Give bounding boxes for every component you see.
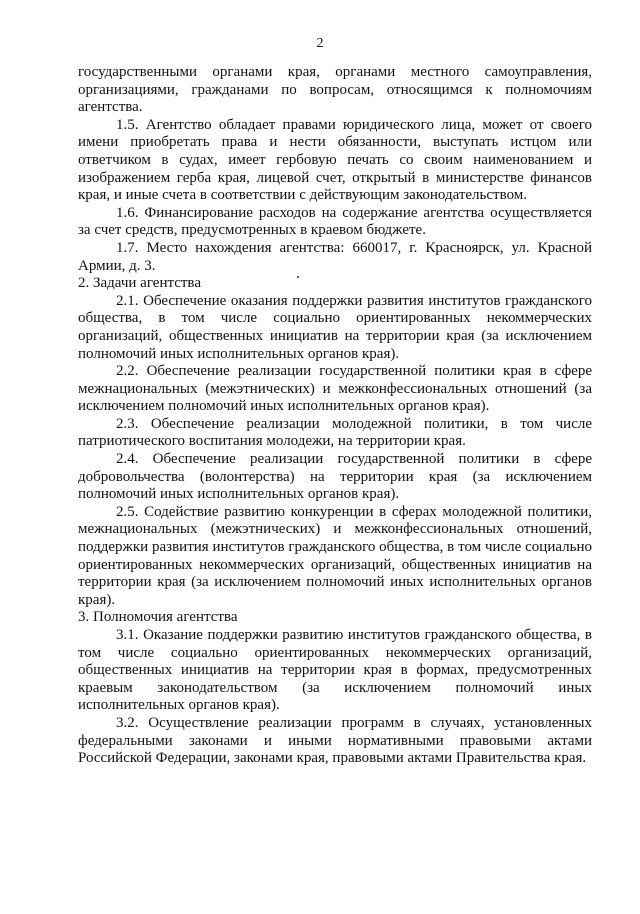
paragraph-2-2: 2.2. Обеспечение реализации государственной политики края в сфере межнациональных (межэтнических) и межконфессиональных отношений (за исключением полномочий иных исполнительных органов края).: [78, 363, 592, 415]
paragraph-1-6: 1.6. Финансирование расходов на содержание агентства осуществляется за счет средств, предусмотренных в краевом бюджете.: [78, 204, 592, 239]
section-heading-powers: 3. Полномочия агентства: [78, 609, 238, 626]
paragraph-3-2: 3.2. Осуществление реализации программ в случаях, установленных федеральными законами и иными нормативными правовыми актами Российской Федерации, законами края, правовыми актами Правительства края.: [78, 714, 592, 767]
document-body: [78, 64, 592, 768]
page-number: 2: [316, 36, 324, 51]
paragraph-1-7: 1.7. Место нахождения агентства: 660017, г. Красноярск, ул. Красной Армии, д. 3.: [78, 239, 592, 274]
paragraph-2-5: 2.5. Содействие развитию конкуренции в сферах молодежной политики, межнациональных (межэтнических) и межконфессиональных отношений, поддержки развития институтов гражданского общества, в том числе социально ориентированных некоммерческих организаций, общественных инициатив на территории края (за исключением полномочий иных исполнительных органов края).: [78, 503, 592, 608]
paragraph-1-5: 1.5. Агентство обладает правами юридического лица, может от своего имени приобретать права и нести обязанности, выступать истцом или ответчиком в судах, имеет гербовую печать со своим наименованием и изображением герба края, лицевой счет, открытый в министерстве финансов края, и иные счета в соответствии с действующим законодательством.: [78, 116, 592, 204]
section-heading-tasks: 2. Задачи агентства: [78, 275, 201, 292]
paragraph-3-1: 3.1. Оказание поддержки развитию институтов гражданского общества, в том числе социально ориентированных некоммерческих организаций, общественных инициатив на территории края в формах, предусмотренных краевым законодательством (за исключением полномочий иных исполнительных органов края).: [78, 627, 592, 714]
paragraph-2-3: 2.3. Обеспечение реализации молодежной политики, в том числе патриотического воспитания молодежи, на территории края.: [78, 415, 592, 450]
paragraph-2-4: 2.4. Обеспечение реализации государственной политики в сфере добровольчества (волонтерства) на территории края (за исключением полномочий иных исполнительных органов края).: [78, 451, 592, 503]
paragraph-continuation: государственными органами края, органами местного самоуправления, организациями, гражданами по вопросам, относящимся к полномочиям агентства.: [78, 64, 592, 116]
paragraph-2-1: 2.1. Обеспечение оказания поддержки развития институтов гражданского общества, в том числе социально ориентированных некоммерческих организаций, общественных инициатив на территории края (за исключением полномочий иных исполнительных органов края).: [78, 292, 592, 362]
